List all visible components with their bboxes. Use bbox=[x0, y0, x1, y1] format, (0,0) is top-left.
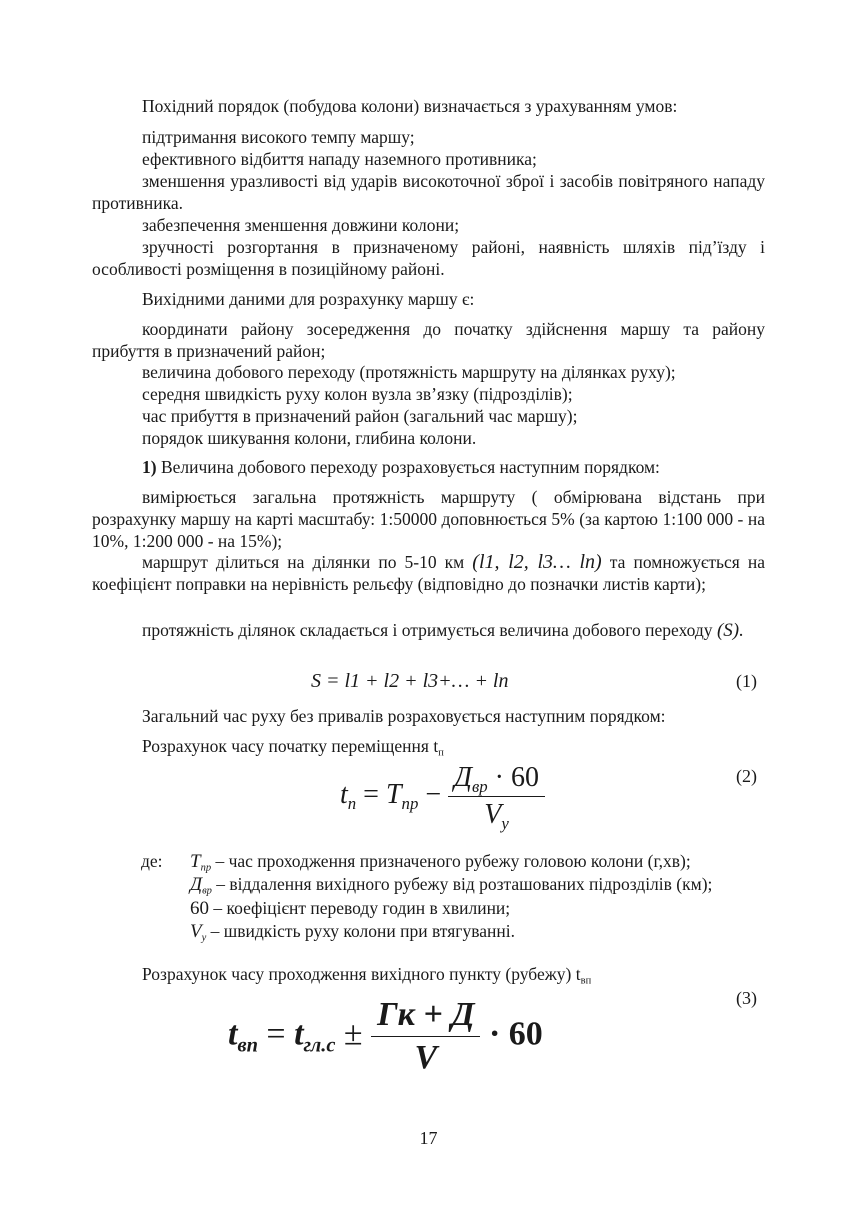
definition-row: 60 – коефіцієнт переводу годин в хвилини; bbox=[190, 898, 511, 919]
definition-row: $Д_{вр}$ – віддалення вихідного рубежу від розташованих підрозділів (км); bbox=[190, 874, 713, 897]
formula-3-fraction: $\frac{Гк + Д}{V}$ bbox=[371, 996, 480, 1077]
input-item: порядок шикування колони, глибина колони. bbox=[142, 428, 477, 448]
total-time-text: Загальний час руху без привалів розраховується наступним порядком: bbox=[142, 706, 666, 726]
input-item: середня швидкість руху колон вузла зв’язку (підрозділів); bbox=[142, 384, 573, 404]
input-item: час прибуття в призначений район (загальний час маршу); bbox=[142, 406, 578, 426]
step-1-number: 1) bbox=[142, 457, 157, 477]
condition-item: зручності розгортання в призначеному районі, наявність шляхів під’їзду і особливості розміщення в позиційному районі. bbox=[92, 237, 765, 279]
input-item: координати району зосередження до початку здійснення маршу та району прибуття в призначений район; bbox=[92, 319, 765, 361]
step-1-c: протяжність ділянок складається і отримується величина добового переходу (S). bbox=[142, 620, 744, 641]
inputs-intro: Вихідними даними для розрахунку маршу є: bbox=[142, 289, 475, 309]
condition-item: підтримання високого темпу маршу; bbox=[142, 127, 415, 147]
definition-row: $V_у$ – швидкість руху колони при втягуванні. bbox=[190, 921, 515, 944]
formula-1-number: (1) bbox=[736, 671, 757, 691]
formula-2-number: (2) bbox=[736, 766, 757, 786]
page-number: 17 bbox=[419, 1128, 438, 1148]
start-time-label: Розрахунок часу початку переміщення $t_п$ bbox=[142, 736, 444, 759]
step-1-heading bbox=[92, 456, 765, 478]
where-label: де: bbox=[141, 851, 163, 871]
step-1-text: Величина добового переходу розраховується наступним порядком: bbox=[156, 457, 660, 477]
intro-paragraph: Похідний порядок (побудова колони) визначається з урахуванням умов: bbox=[142, 96, 678, 116]
input-item: величина добового переходу (протяжність маршруту на ділянках руху); bbox=[142, 362, 676, 382]
formula-3: $t_{вп} = t_{гл.с}$ ± $\frac{Гк + Д}{V}$ · 60 bbox=[228, 996, 543, 1076]
s-variable: (S). bbox=[716, 620, 744, 641]
step-1-b: маршрут ділиться на ділянки по 5-10 км (l1, l2, l3… ln) та помножується на коефіцієнт поправки на нерівність рельєфу (відповідно до позначки листів карти); bbox=[92, 551, 765, 594]
condition-item: ефективного відбиття нападу наземного противника; bbox=[142, 149, 537, 169]
formula-2: $t_п = Т_{пр}$ − $\frac{Д_{вр} \cdot 60}{V_у}$ bbox=[340, 762, 545, 831]
formula-2-fraction: $\frac{Д_{вр} \cdot 60}{V_у}$ bbox=[448, 762, 545, 831]
segment-variables: (l1, l2, l3… ln) bbox=[472, 551, 602, 573]
formula-1: S = l1 + l2 + l3+… + ln bbox=[311, 670, 509, 692]
condition-item: забезпечення зменшення довжини колони; bbox=[142, 215, 460, 235]
definition-row: $Т_{пр}$ – час проходження призначеного рубежу головою колони (г,хв); bbox=[190, 851, 691, 874]
condition-item: зменшення уразливості від ударів високоточної зброї і засобів повітряного нападу противника. bbox=[92, 171, 765, 213]
formula-3-number: (3) bbox=[736, 988, 757, 1008]
step-1-a: вимірюється загальна протяжність маршруту ( обмірювана відстань при розрахунку маршу на карті масштабу: 1:50000 доповнюється 5% (за картою 1:100 000 - на 10%, 1:200 000 - на 15%); bbox=[92, 487, 765, 551]
exit-time-label: Розрахунок часу проходження вихідного пункту (рубежу) $t_{вп}$ bbox=[142, 964, 592, 987]
